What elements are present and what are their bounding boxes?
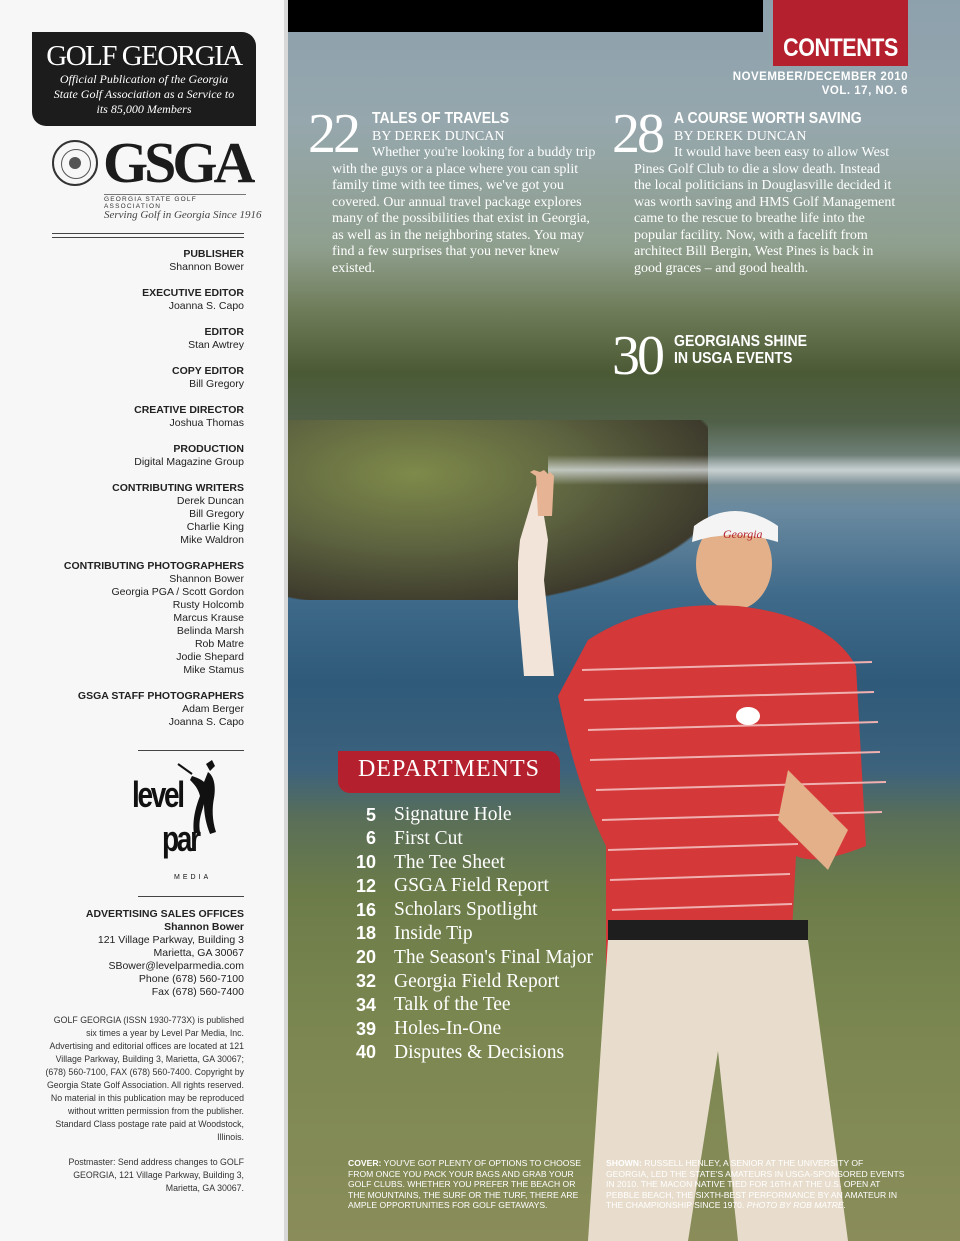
department-name: The Tee Sheet [394,851,505,873]
staff-role-names: Adam Berger Joanna S. Capo [168,703,244,728]
staff-role-names: Stan Awtrey [188,339,244,351]
staff-role-title: PUBLISHER [183,248,244,260]
staff-role-title: GSGA STAFF PHOTOGRAPHERS [77,690,244,702]
feature-page-number: 28 [612,103,662,165]
gsga-logo: GSGA [103,130,252,195]
department-item[interactable] [336,994,656,1018]
department-name: Georgia Field Report [394,970,560,992]
divider [138,750,244,751]
staff-role [24,443,244,469]
department-page-number: 6 [365,828,376,849]
staff-role [24,404,244,430]
department-name: First Cut [394,827,463,849]
department-name: The Season's Final Major [394,946,594,968]
ad-sales-title: ADVERTISING SALES OFFICES [85,908,244,920]
gsga-seal-icon [52,140,98,186]
department-item[interactable] [336,852,656,876]
cover-caption-label: COVER: [348,1158,382,1168]
staff-role-title: EXECUTIVE EDITOR [142,287,244,299]
top-black-bar [288,0,763,32]
staff-role-title: CONTRIBUTING PHOTOGRAPHERS [63,560,244,572]
ad-sales-address1: 121 Village Parkway, Building 3 [97,934,244,946]
ad-sales-phone: Phone (678) 560-7100 [138,973,244,985]
visor-text: Georgia [723,527,763,541]
department-page-number: 18 [355,923,376,944]
feature-summary: Whether you're looking for a buddy trip with the guys or a place where you can split family time with tee times, we've got you covered. Our annual travel package explores many of the possibilities that exist in Georgia, as well as in the neighboring states. You may find a few surprises that you never knew existed. [332,145,596,276]
department-page-number: 20 [355,947,376,968]
staff-role-names: Joshua Thomas [169,417,244,429]
department-item[interactable] [336,1042,656,1066]
photo-credit: PHOTO BY ROB MATRE. [746,1200,847,1211]
contents-label: CONTENTS [783,34,898,62]
department-page-number: 40 [355,1042,376,1063]
department-page-number: 10 [355,852,376,873]
department-item[interactable] [336,971,656,995]
departments-list [336,804,656,1066]
department-name: GSGA Field Report [394,875,549,897]
department-name: Talk of the Tee [394,994,511,1016]
department-item[interactable] [336,1018,656,1042]
staff-role [24,287,244,313]
department-item[interactable] [336,947,656,971]
staff-role [24,326,244,352]
levelpar-wordmark-par: par [162,818,199,859]
staff-role-title: COPY EDITOR [172,365,244,377]
levelpar-wordmark-level: level [132,774,183,815]
feature-a-course-worth-saving[interactable] [612,103,912,296]
feature-summary: It would have been easy to allow West Pines Golf Club to die a slow death. Instead the local politicians in Douglasville decided it was worth saving and HMS Golf Management came to the rescue to breathe life into the popular facility. Now, with a facelift from architect Bill Bergin, West Pines is back in good graces – and good health. [634,145,896,276]
department-page-number: 39 [355,1018,376,1039]
cover-photo [288,0,960,1241]
department-page-number: 32 [355,971,376,992]
shown-caption-label: SHOWN: [606,1158,642,1168]
issue-date: NOVEMBER/DECEMBER 2010 [732,71,908,83]
staff-role-names: Shannon Bower [169,261,244,273]
gsga-tagline: Serving Golf in Georgia Since 1916 [104,209,262,221]
postmaster-notice: Postmaster: Send address changes to GOLF GEORGIA, 121 Village Parkway, Building 3, Marietta, GA 30067. [68,1157,244,1193]
department-name: Holes-In-One [394,1018,502,1040]
department-name: Inside Tip [394,922,473,944]
department-item[interactable] [336,923,656,947]
departments-label: DEPARTMENTS [357,756,541,782]
staff-role-title: CREATIVE DIRECTOR [134,404,244,416]
feature-title: A COURSE WORTH SAVING [674,110,862,127]
issue-volume: VOL. 17, NO. 6 [821,85,908,97]
ad-sales-fax: Fax (678) 560-7400 [151,986,244,998]
staff-role-title: PRODUCTION [173,443,244,455]
feature-page-number: 22 [308,103,358,165]
department-page-number: 34 [355,994,376,1015]
advertising-sales-offices [24,908,244,999]
cover-caption [348,1158,588,1211]
issue-info [733,70,908,98]
masthead-column [0,0,284,1241]
department-item[interactable] [336,828,656,852]
feature-title: GEORGIANS SHINE IN USGA EVENTS [674,333,808,367]
department-name: Signature Hole [394,804,512,825]
staff-role [24,560,244,677]
department-item[interactable] [336,875,656,899]
feature-georgians-shine[interactable] [612,325,872,388]
magazine-title: GOLF GEORGIA [46,40,242,72]
department-page-number: 16 [355,899,376,920]
feature-page-number: 30 [612,325,662,387]
divider [52,237,244,238]
staff-credits [24,248,244,742]
staff-role-names: Digital Magazine Group [134,456,244,468]
feature-title: TALES OF TRAVELS [372,110,510,127]
department-name: Disputes & Decisions [394,1041,565,1063]
shown-caption-text: RUSSELL HENLEY, A SENIOR AT THE UNIVERSITY OF GEORGIA, LED THE STATE'S AMATEURS IN USGA-SPONSORED EVENTS IN 2010. THE MACON NATIVE TIED FOR 16TH AT THE U.S. OPEN AT PEBBLE BEACH, THE SIXTH-BEST PERFORMANCE BY AN AMATEUR IN THE CHAMPIONSHIP SINCE 1970. [606,1158,905,1211]
department-page-number: 5 [365,804,376,825]
levelpar-wordmark-media: MEDIA [174,874,212,881]
staff-role-title: EDITOR [204,326,244,338]
staff-role-names: Shannon Bower Georgia PGA / Scott Gordon Rusty Holcomb Marcus Krause Belinda Marsh Rob Matre Jodie Shepard Mike Stamus [111,573,244,676]
magazine-subtitle: Official Publication of the Georgia State Golf Association as a Service to its 85,000 Members [53,72,235,116]
gsga-full-name: GEORGIA STATE GOLF ASSOCIATION [104,194,246,210]
staff-role [24,690,244,729]
staff-role [24,365,244,391]
staff-role-names: Joanna S. Capo [168,300,244,312]
shown-caption [606,1158,906,1211]
staff-role [24,248,244,274]
feature-tales-of-travels[interactable] [308,103,608,286]
staff-role-title: CONTRIBUTING WRITERS [112,482,244,494]
divider [138,896,244,897]
department-name: Scholars Spotlight [394,899,538,921]
staff-role-names: Derek Duncan Bill Gregory Charlie King Mike Waldron [176,495,244,546]
department-item[interactable] [336,804,656,828]
golf-georgia-logo-box [32,32,256,126]
department-item[interactable] [336,899,656,923]
feature-byline: BY DEREK DUNCAN [372,129,505,144]
cover-caption-text: YOU'VE GOT PLENTY OF OPTIONS TO CHOOSE FROM ONCE YOU PACK YOUR BAGS AND GRAB YOUR GOLF CLUBS. WHETHER YOU PREFER THE BEACH OR THE MOUNTAINS, THE SURF OR THE TURF, THERE ARE AMPLE OPPORTUNITIES FOR GOLF GETAWAYS. [348,1158,581,1211]
ad-sales-email[interactable]: SBower@levelparmedia.com [108,960,244,972]
staff-role [24,482,244,547]
department-page-number: 12 [355,875,376,896]
divider [52,233,244,234]
legal-notice: GOLF GEORGIA (ISSN 1930-773X) is published six times a year by Level Par Media, Inc. Advertising and editorial offices are located at 121 Village Parkway, Building 3, Marietta, GA 30067; (678) 560-7100, FAX (678) 560-7400. Copyright by Georgia State Golf Association. All rights reserved. No material in this publication may be reproduced without written permission from the publisher. Standard Class postage rate paid at Woodstock, Illinois. [45,1015,244,1142]
ad-sales-contact: Shannon Bower [164,921,244,933]
ad-sales-address2: Marietta, GA 30067 [153,947,244,959]
staff-role-names: Bill Gregory [189,378,244,390]
feature-byline: BY DEREK DUNCAN [674,129,807,144]
